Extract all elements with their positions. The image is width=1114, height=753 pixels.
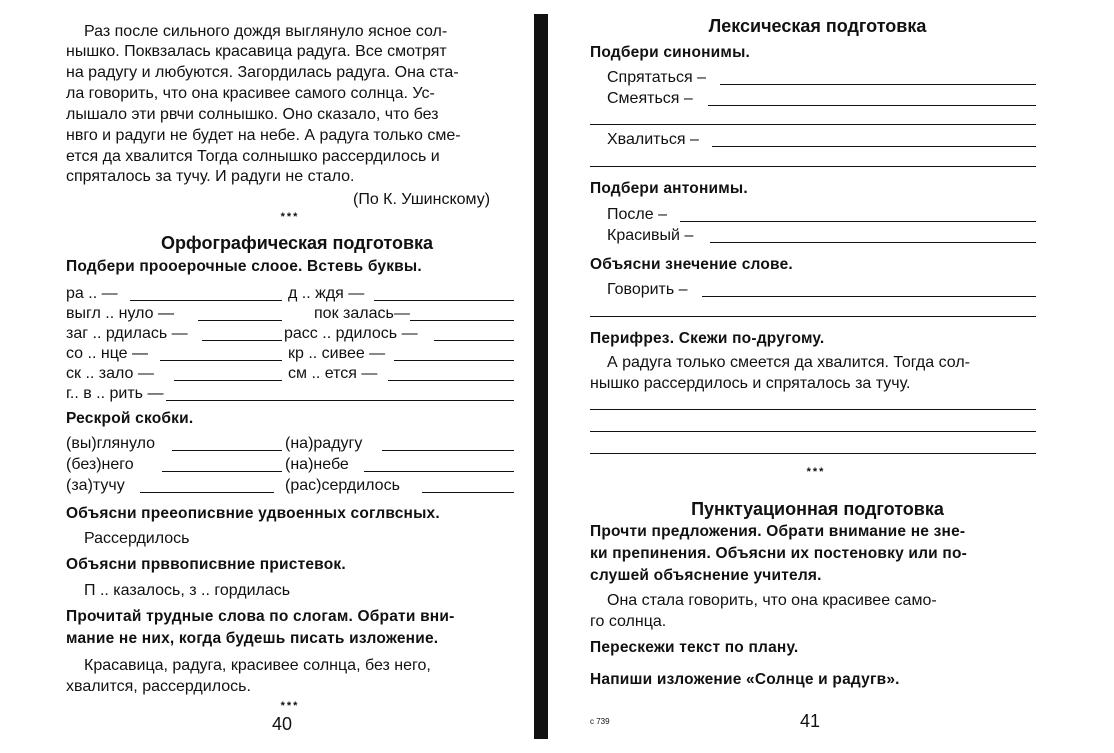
- task-synonyms: Подбери синонимы.: [590, 44, 751, 61]
- task-hard-words: мание не них, когда будешь писать изложение.: [66, 630, 439, 647]
- bracket-word: (вы)глянуло: [66, 435, 156, 452]
- answer-line[interactable]: [720, 84, 1036, 85]
- synonym-word: Спрятаться –: [607, 69, 706, 86]
- task-essay: Напиши изложение «Солнце и радугв».: [590, 671, 900, 688]
- task-paraphrase: Перифрез. Скежи по-другому.: [590, 330, 825, 347]
- example-sentence: Она стала говорить, что она красивее само-: [607, 592, 937, 609]
- fill-word: пок залась—: [314, 305, 410, 322]
- answer-line[interactable]: [590, 431, 1036, 432]
- task-open-brackets: Рескрой скобки.: [66, 410, 194, 427]
- answer-line[interactable]: [590, 409, 1036, 410]
- synonym-word: Смеяться –: [607, 90, 693, 107]
- antonym-word: После –: [607, 206, 667, 223]
- story-line: на радугу и любуются. Загордилась радуга. Она ста-: [66, 64, 459, 81]
- fill-word: г.. в .. рить —: [66, 385, 164, 402]
- page-number: 41: [800, 711, 821, 731]
- bracket-word: (на)радугу: [285, 435, 363, 452]
- lexical-heading: Лексическая подготовка: [708, 16, 927, 36]
- fill-word: выгл .. нуло —: [66, 305, 174, 322]
- task-punctuation: слушей объяснение учителя.: [590, 567, 822, 584]
- section-divider-stars: ***: [280, 700, 300, 712]
- answer-line[interactable]: [140, 492, 274, 493]
- example-word: Рассердилось: [84, 530, 190, 547]
- punctuation-heading: Пунктуационная подготовка: [691, 499, 944, 519]
- task-antonyms: Подбери антонимы.: [590, 180, 748, 197]
- example-words: П .. казалось, з .. гордилась: [84, 582, 291, 599]
- answer-line[interactable]: [198, 320, 282, 321]
- story-line: спряталось за тучу. И радуги не стало.: [66, 168, 355, 185]
- task-retell: Перескежи текст по плану.: [590, 639, 799, 656]
- answer-line[interactable]: [410, 320, 514, 321]
- answer-line[interactable]: [590, 316, 1036, 317]
- fill-word: кр .. сивее —: [288, 345, 386, 362]
- story-line: Раз после сильного дождя выглянуло ясное сол-: [84, 23, 448, 40]
- bracket-word: (за)тучу: [66, 477, 125, 494]
- fill-word: ск .. зало —: [66, 365, 154, 382]
- bracket-word: (без)него: [66, 456, 134, 473]
- bracket-word: (на)небе: [285, 456, 349, 473]
- synonym-word: Хвалиться –: [607, 131, 699, 148]
- task-prefixes: Объясни прввописвние пристевок.: [66, 556, 346, 573]
- answer-line[interactable]: [710, 242, 1036, 243]
- story-line: лышало эти рвчи солнышко. Оно сказало, что без: [66, 106, 439, 123]
- answer-line[interactable]: [160, 360, 282, 361]
- answer-line[interactable]: [590, 124, 1036, 125]
- answer-line[interactable]: [172, 450, 282, 451]
- answer-line[interactable]: [712, 146, 1036, 147]
- answer-line[interactable]: [680, 221, 1036, 222]
- story-line: нышко. Поквзалась красавица радуга. Все смотрят: [66, 43, 447, 60]
- answer-line[interactable]: [130, 300, 282, 301]
- bracket-word: (рас)сердилось: [285, 477, 400, 494]
- answer-line[interactable]: [166, 400, 514, 401]
- paraphrase-text: нышко рассердилось и спряталось за тучу.: [590, 375, 911, 392]
- fill-word: ра .. —: [66, 285, 118, 302]
- answer-line[interactable]: [708, 105, 1036, 106]
- answer-line[interactable]: [702, 296, 1036, 297]
- antonym-word: Красивый –: [607, 227, 694, 244]
- page-number: 40: [272, 714, 293, 734]
- answer-line[interactable]: [394, 360, 514, 361]
- answer-line[interactable]: [422, 492, 514, 493]
- answer-line[interactable]: [382, 450, 514, 451]
- story-line: ется да хвалится Тогда солнышко рассердилось и: [66, 148, 440, 165]
- task-punctuation: ки препинения. Объясни их постеновку или по-: [590, 545, 968, 562]
- story-source: (По К. Ушинскому): [353, 191, 491, 208]
- task-double-consonants: Объясни прееописвние удвоенных соглвсных.: [66, 505, 440, 522]
- orthography-heading: Орфографическая подготовка: [160, 233, 434, 253]
- answer-line[interactable]: [388, 380, 514, 381]
- task-hard-words: Прочитай трудные слова по слогам. Обрати вни-: [66, 608, 455, 625]
- story-line: нвго и радуги не будет на небе. А радуга только сме-: [66, 127, 461, 144]
- fill-word: см .. ется —: [288, 365, 378, 382]
- answer-line[interactable]: [202, 340, 282, 341]
- answer-line[interactable]: [174, 380, 282, 381]
- story-line: ла говорить, что она красивее самого солнца. Ус-: [66, 85, 435, 102]
- answer-line[interactable]: [434, 340, 514, 341]
- section-divider-stars: ***: [806, 466, 826, 478]
- meaning-word: Говорить –: [607, 281, 688, 298]
- answer-line[interactable]: [374, 300, 514, 301]
- hard-words: хвалится, рассердилось.: [66, 678, 251, 695]
- print-code: с 739: [590, 717, 610, 726]
- task-word-meaning: Объясни знечение слове.: [590, 256, 793, 273]
- answer-line[interactable]: [364, 471, 514, 472]
- fill-word: со .. нце —: [66, 345, 149, 362]
- answer-line[interactable]: [590, 166, 1036, 167]
- example-sentence: го солнца.: [590, 613, 667, 630]
- task-check-words: Подбери прооерочные слоое. Встевь буквы.: [66, 258, 422, 275]
- hard-words: Красавица, радуга, красивее солнца, без него,: [84, 657, 431, 674]
- section-divider-stars: ***: [280, 211, 300, 223]
- paraphrase-text: А радуга только смеется да хвалится. Тогда сол-: [607, 354, 970, 371]
- fill-word: расс .. рдилось —: [284, 325, 418, 342]
- task-punctuation: Прочти предложения. Обрати внимание не зне-: [590, 523, 966, 540]
- answer-line[interactable]: [590, 453, 1036, 454]
- answer-line[interactable]: [162, 471, 282, 472]
- fill-word: заг .. рдилась —: [66, 325, 188, 342]
- book-spine: [534, 14, 548, 739]
- fill-word: д .. ждя —: [288, 285, 365, 302]
